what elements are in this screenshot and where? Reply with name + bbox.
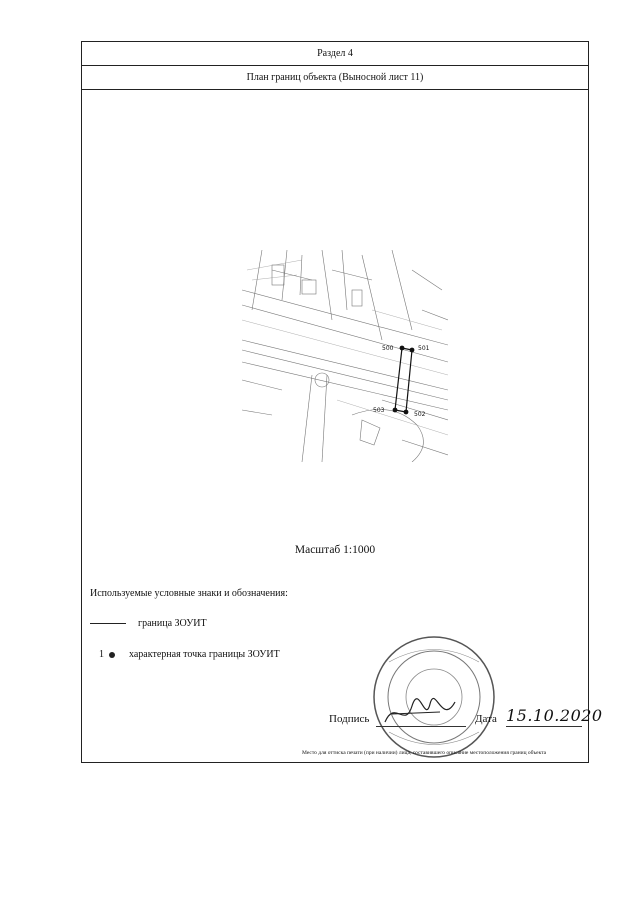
date-value: 15.10.2020 [506,706,603,725]
date-line [506,726,582,727]
date-label: Дата [475,713,497,725]
stamp-footnote: Место для оттиска печати (при наличии) лица, составившего описание местоположения границ объекта [302,750,547,756]
point-label-500: 500 [382,345,394,352]
legend-point [90,649,280,660]
boundary-map [242,250,448,462]
signature-label: Подпись [329,713,370,725]
legend-title: Используемые условные знаки и обозначения: [90,588,288,599]
legend-point-number: 1 [99,649,104,660]
handwritten-signature [380,694,460,730]
legend-boundary-label: граница ЗОУИТ [138,618,207,629]
point-label-502: 502 [414,411,426,418]
plan-title: План границ объекта (Выносной лист 11) [82,66,588,90]
legend-point-label: характерная точка границы ЗОУИТ [129,649,280,660]
document-sheet [81,41,603,763]
point-label-503: 503 [373,407,385,414]
scale-label: Масштаб 1:1000 [294,544,376,556]
legend-boundary [90,618,207,629]
point-dot-icon [109,652,115,658]
section-header: Раздел 4 [82,42,588,66]
point-label-501: 501 [418,345,430,352]
boundary-line-icon [90,623,126,624]
